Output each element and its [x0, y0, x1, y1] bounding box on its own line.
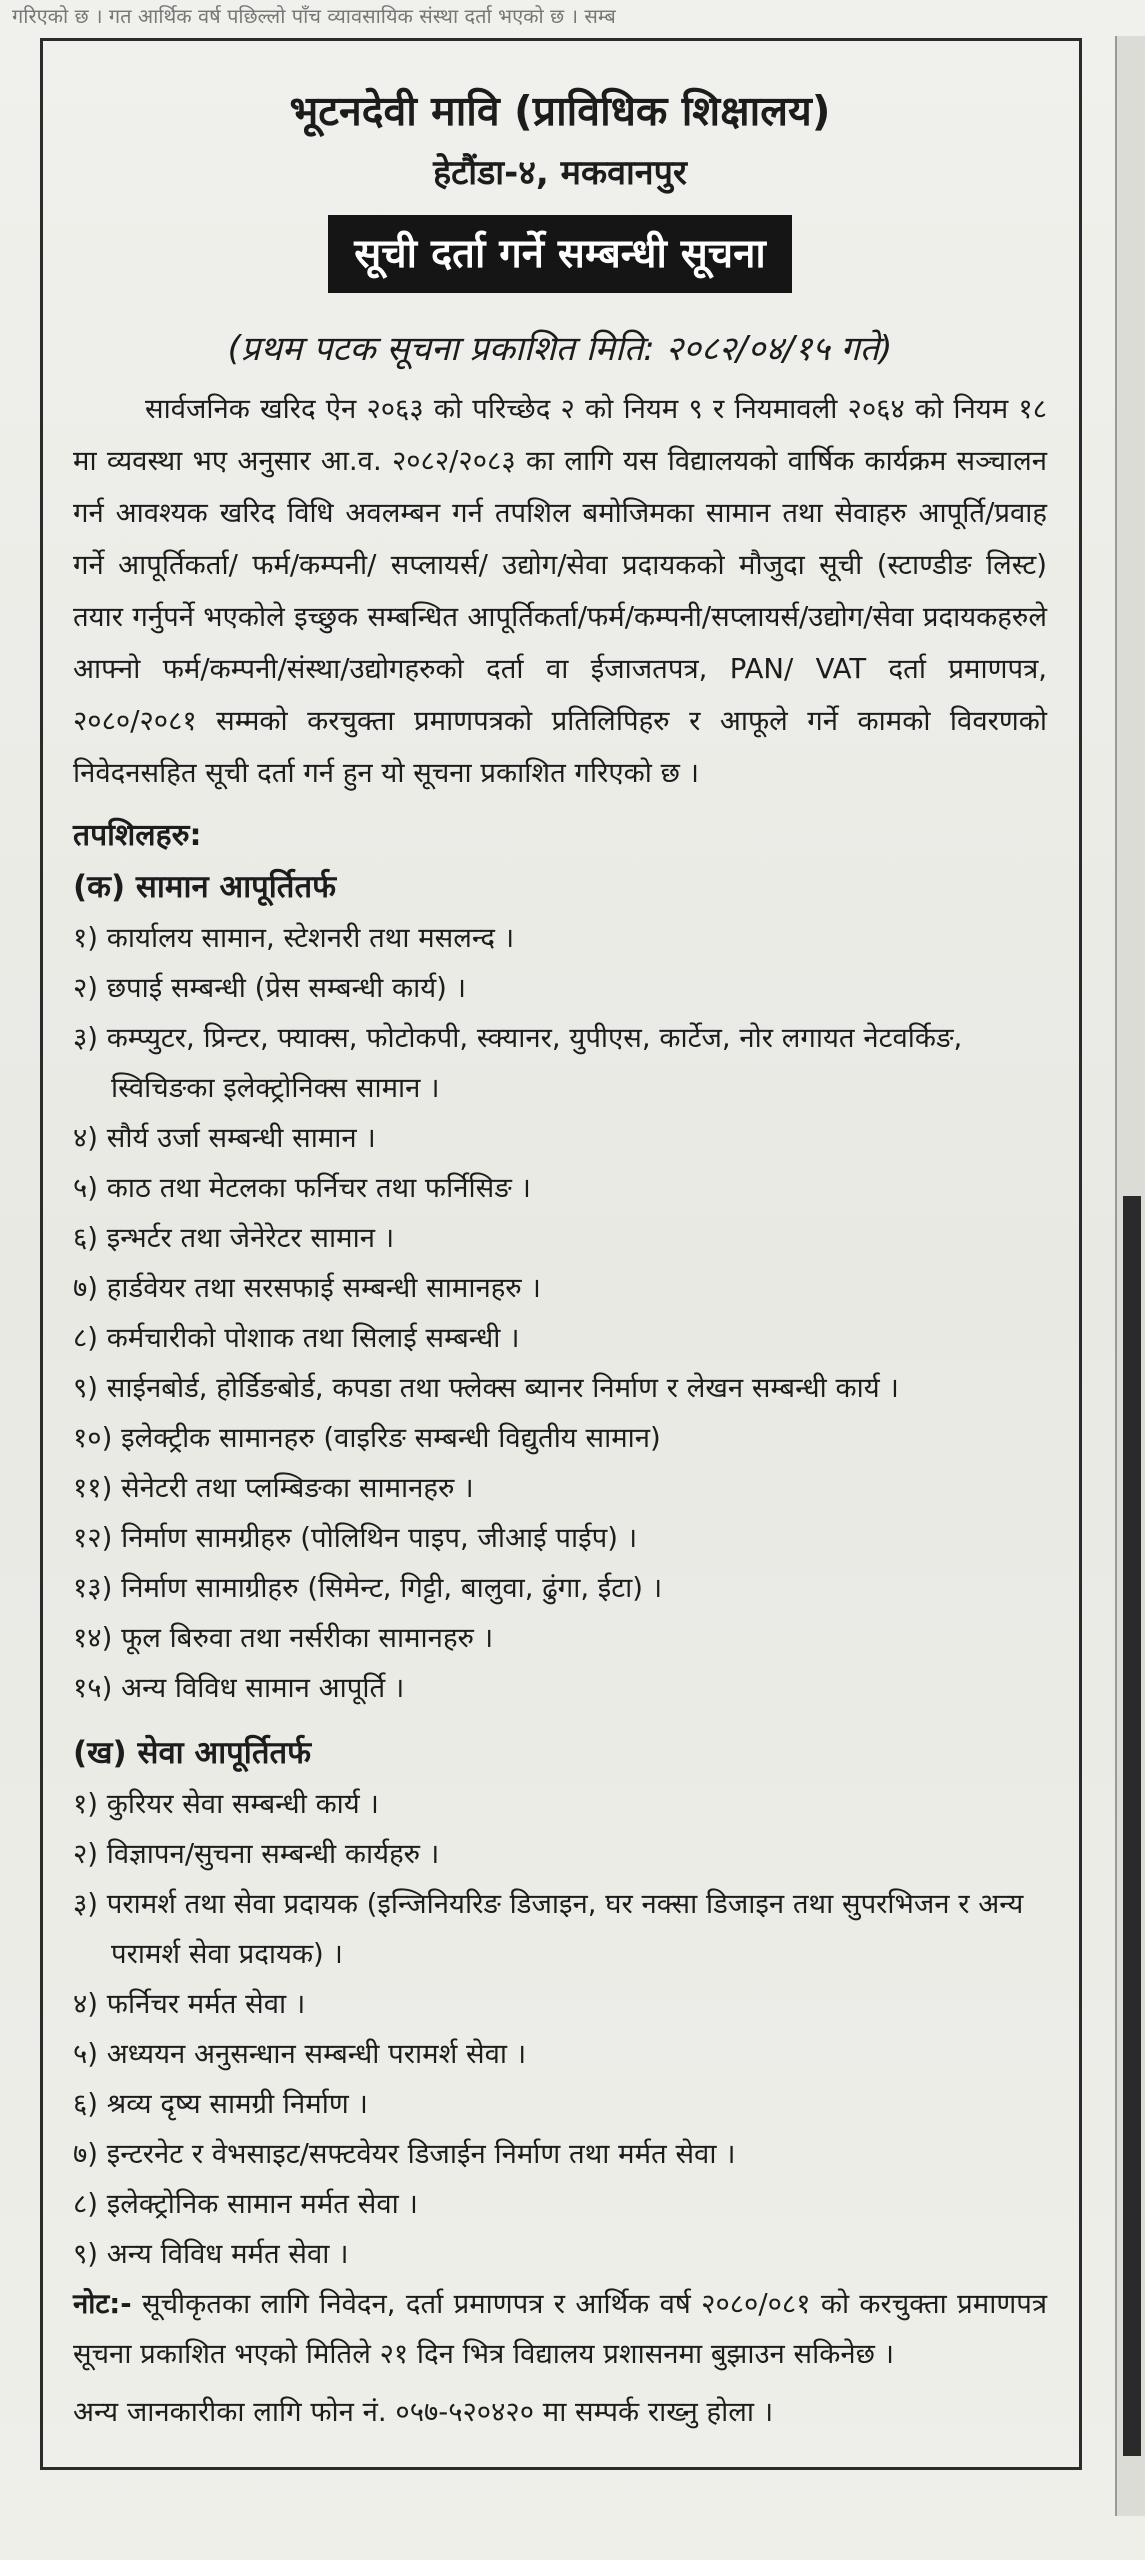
services-item: ९) अन्य विविध मर्मत सेवा ।	[73, 2238, 349, 2270]
services-item: ३) परामर्श तथा सेवा प्रदायक (इन्जिनियरिङ डिजाइन, घर नक्सा डिजाइन तथा सुपरभिजन र अन्य परामर्श सेवा प्रदायक) ।	[73, 1888, 1024, 1970]
previous-column-text: गरिएको छ । गत आर्थिक वर्ष पछिल्लो पाँच व्यावसायिक संस्था दर्ता भएको छ । सम्ब	[12, 4, 616, 28]
goods-item: ८) कर्मचारीको पोशाक तथा सिलाई सम्बन्धी ।	[73, 1322, 520, 1354]
goods-item: १०) इलेक्ट्रीक सामानहरु (वाइरिङ सम्बन्धी विद्युतीय सामान)	[73, 1422, 661, 1454]
adjacent-column-edge	[1115, 36, 1145, 2516]
goods-item: ४) सौर्य उर्जा सम्बन्धी सामान ।	[73, 1122, 376, 1154]
services-item: ७) इन्टरनेट र वेभसाइट/सफ्टवेयर डिजाईन निर्माण तथा मर्मत सेवा ।	[73, 2138, 736, 2170]
services-section-heading: (ख) सेवा आपूर्तितर्फ	[73, 1735, 312, 1771]
contact-line: अन्य जानकारीका लागि फोन नं. ०५७-५२०४२० मा सम्पर्क राख्नु होला ।	[73, 2396, 774, 2428]
note-text: सूचीकृतका लागि निवेदन, दर्ता प्रमाणपत्र र आर्थिक वर्ष २०८०/०८१ को करचुक्ता प्रमाणपत्र सूचना प्रकाशित भएको मितिले २१ दिन भित्र विद्यालय प्रशासनमा बुझाउन सकिनेछ ।	[73, 2288, 1048, 2370]
goods-item: ९) साईनबोर्ड, होर्डिङबोर्ड, कपडा तथा फ्लेक्स ब्यानर निर्माण र लेखन सम्बन्धी कार्य ।	[73, 1372, 899, 1404]
goods-item: ७) हार्डवेयर तथा सरसफाई सम्बन्धी सामानहरु ।	[73, 1272, 541, 1304]
notice-title: सूची दर्ता गर्ने सम्बन्धी सूचना	[328, 215, 792, 293]
services-item: ५) अध्ययन अनुसन्धान सम्बन्धी परामर्श सेवा ।	[73, 2038, 527, 2070]
goods-item: ११) सेनेटरी तथा प्लम्बिङका सामानहरु ।	[73, 1472, 474, 1504]
goods-item: १५) अन्य विविध सामान आपूर्ति ।	[73, 1672, 405, 1704]
services-item: ६) श्रव्य दृष्य सामग्री निर्माण ।	[73, 2088, 368, 2120]
goods-item: १४) फूल बिरुवा तथा नर्सरीका सामानहरु ।	[73, 1622, 494, 1654]
goods-item: १३) निर्माण सामाग्रीहरु (सिमेन्ट, गिट्टी, बालुवा, ढुंगा, ईटा) ।	[73, 1572, 663, 1604]
title-wrap	[73, 215, 1047, 299]
goods-item: १) कार्यालय सामान, स्टेशनरी तथा मसलन्द ।	[73, 922, 515, 954]
school-address: हेटौंडा-४, मकवानपुर	[433, 153, 687, 193]
notice-box	[40, 38, 1082, 2470]
goods-item: ३) कम्प्युटर, प्रिन्टर, फ्याक्स, फोटोकपी, स्क्यानर, युपीएस, कार्टेज, नोर लगायत नेटवर्किङ, स्विचिङका इलेक्ट्रोनिक्स सामान ।	[73, 1022, 963, 1104]
services-item: ८) इलेक्ट्रोनिक सामान मर्मत सेवा ।	[73, 2188, 418, 2220]
goods-item: ६) इन्भर्टर तथा जेनेरेटर सामान ।	[73, 1222, 395, 1254]
services-item: १) कुरियर सेवा सम्बन्धी कार्य ।	[73, 1788, 379, 1820]
details-heading: तपशिलहरु:	[73, 818, 202, 853]
goods-list	[73, 913, 1047, 1713]
services-item: ४) फर्निचर मर्मत सेवा ।	[73, 1988, 306, 2020]
first-publication-date: (प्रथम पटक सूचना प्रकाशित मिति: २०८२/०४/१५ गते)	[227, 329, 893, 369]
notice-body: सार्वजनिक खरिद ऐन २०६३ को परिच्छेद २ को नियम ९ र नियमावली २०६४ को नियम १८ मा व्यवस्था भए अनुसार आ.व. २०८२/२०८३ का लागि यस विद्यालयको वार्षिक कार्यक्रम सञ्चालन गर्न आवश्यक खरिद विधि अवलम्बन गर्न तपशिल बमोजिमका सामान तथा सेवाहरु आपूर्ति/प्रवाह गर्ने आपूर्तिकर्ता/ फर्म/कम्पनी/ सप्लायर्स/ उद्योग/सेवा प्रदायकको मौजुदा सूची (स्टाण्डीङ लिस्ट) तयार गर्नुपर्ने भएकोले इच्छुक सम्बन्धित आपूर्तिकर्ता/फर्म/कम्पनी/सप्लायर्स/उद्योग/सेवा प्रदायकहरुले आफ्नो फर्म/कम्पनी/संस्था/उद्योगहरुको दर्ता वा ईजाजतपत्र, PAN/ VAT दर्ता प्रमाणपत्र, २०८०/२०८१ सम्मको करचुक्ता प्रमाणपत्रको प्रतिलिपिहरु र आफूले गर्ने कामको विवरणको निवेदनसहित सूची दर्ता गर्न हुन यो सूचना प्रकाशित गरिएको छ ।	[73, 393, 1047, 789]
note-label: नोट:-	[73, 2288, 132, 2320]
goods-item: १२) निर्माण सामग्रीहरु (पोलिथिन पाइप, जीआई पाईप) ।	[73, 1522, 638, 1554]
goods-item: २) छपाई सम्बन्धी (प्रेस सम्बन्धी कार्य) ।	[73, 972, 467, 1004]
goods-item: ५) काठ तथा मेटलका फर्निचर तथा फर्निसिङ ।	[73, 1172, 531, 1204]
note-paragraph	[73, 2279, 1047, 2379]
services-list	[73, 1779, 1047, 2279]
services-item: २) विज्ञापन/सुचना सम्बन्धी कार्यहरु ।	[73, 1838, 440, 1870]
school-name: भूटनदेवी मावि (प्राविधिक शिक्षालय)	[289, 87, 831, 135]
adjacent-dark-block	[1123, 1196, 1141, 2456]
goods-section-heading: (क) सामान आपूर्तितर्फ	[73, 869, 337, 905]
